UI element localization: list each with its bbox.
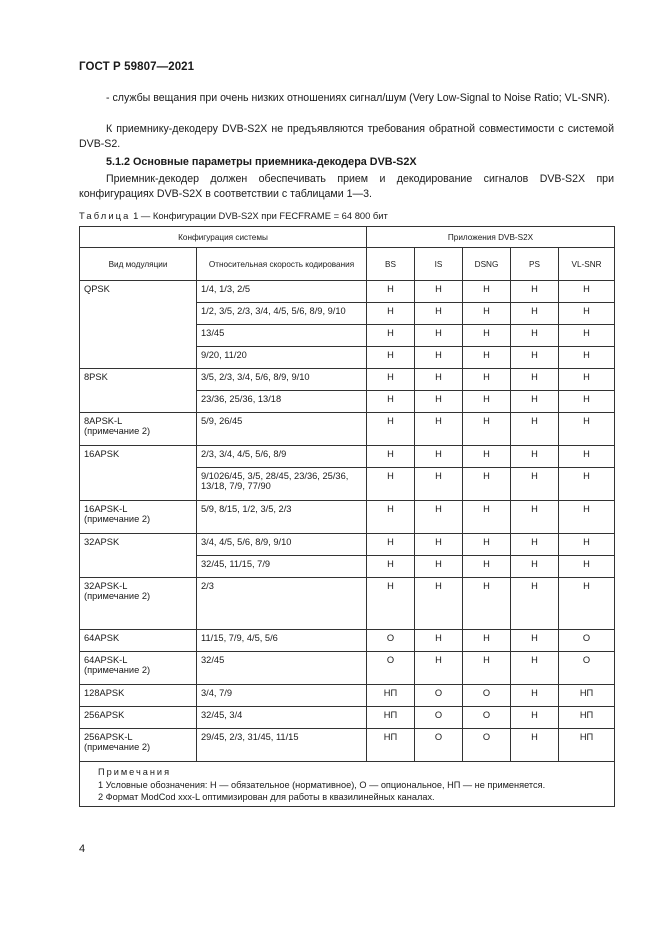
value-cell-is: Н <box>415 369 463 391</box>
column-header-modulation: Вид модуляции <box>80 248 197 281</box>
rate-cell: 13/45 <box>197 325 367 347</box>
value-cell-is: Н <box>415 446 463 468</box>
group-header-config: Конфигурация системы <box>80 227 367 248</box>
value-cell-is: О <box>415 729 463 762</box>
rate-cell: 9/20, 11/20 <box>197 347 367 369</box>
value-cell-dsng: Н <box>463 391 511 413</box>
value-cell-ps: Н <box>511 325 559 347</box>
modulation-name: 256APSK-L <box>84 732 133 742</box>
value-cell-dsng: Н <box>463 534 511 556</box>
value-cell-vl-snr: Н <box>559 347 615 369</box>
modulation-cell <box>80 685 197 707</box>
table-row <box>80 501 615 534</box>
value-cell-is: О <box>415 685 463 707</box>
modulation-cell <box>80 534 197 578</box>
modulation-name: 64APSK <box>84 633 120 643</box>
modulation-cell <box>80 501 197 534</box>
modulation-note: (примечание 2) <box>84 665 151 675</box>
modulation-note: (примечание 2) <box>84 426 151 436</box>
value-cell-ps: Н <box>511 347 559 369</box>
section-heading: 5.1.2 Основные параметры приемника-декодера DVB-S2X <box>106 156 417 168</box>
rate-cell: 32/45, 3/4 <box>197 707 367 729</box>
modulation-note: (примечание 2) <box>84 514 151 524</box>
rate-cell: 3/5, 2/3, 3/4, 5/6, 8/9, 9/10 <box>197 369 367 391</box>
column-header-rate: Относительная скорость кодирования <box>197 248 367 281</box>
value-cell-dsng: Н <box>463 303 511 325</box>
rate-cell: 5/9, 8/15, 1/2, 3/5, 2/3 <box>197 501 367 534</box>
value-cell-dsng: Н <box>463 578 511 630</box>
value-cell-vl-snr: Н <box>559 534 615 556</box>
value-cell-bs: Н <box>367 534 415 556</box>
modulation-cell <box>80 729 197 762</box>
value-cell-dsng: Н <box>463 501 511 534</box>
rate-cell: 23/36, 25/36, 13/18 <box>197 391 367 413</box>
table-row <box>80 685 615 707</box>
value-cell-ps: Н <box>511 468 559 501</box>
rate-cell: 32/45 <box>197 652 367 685</box>
modulation-note: (примечание 2) <box>84 591 151 601</box>
value-cell-bs: Н <box>367 413 415 446</box>
value-cell-bs: НП <box>367 685 415 707</box>
value-cell-bs: НП <box>367 707 415 729</box>
value-cell-vl-snr: Н <box>559 501 615 534</box>
value-cell-is: Н <box>415 281 463 303</box>
value-cell-dsng: Н <box>463 652 511 685</box>
value-cell-ps: Н <box>511 446 559 468</box>
rate-cell: 1/4, 1/3, 2/5 <box>197 281 367 303</box>
column-header-dsng: DSNG <box>463 248 511 281</box>
modulation-name: 16APSK-L <box>84 504 128 514</box>
value-cell-ps: Н <box>511 501 559 534</box>
table-row <box>80 578 615 630</box>
value-cell-is: Н <box>415 413 463 446</box>
value-cell-is: Н <box>415 303 463 325</box>
value-cell-vl-snr: Н <box>559 556 615 578</box>
modulation-cell <box>80 446 197 501</box>
value-cell-vl-snr: О <box>559 630 615 652</box>
value-cell-ps: Н <box>511 391 559 413</box>
value-cell-is: Н <box>415 347 463 369</box>
rate-cell: 2/3 <box>197 578 367 630</box>
value-cell-dsng: Н <box>463 325 511 347</box>
table-caption-rest: 1 — Конфигурации DVB-S2X при FECFRAME = 64 800 бит <box>133 210 388 221</box>
table-row <box>80 281 615 303</box>
rate-cell: 3/4, 4/5, 5/6, 8/9, 9/10 <box>197 534 367 556</box>
rate-cell: 11/15, 7/9, 4/5, 5/6 <box>197 630 367 652</box>
value-cell-dsng: Н <box>463 556 511 578</box>
value-cell-ps: Н <box>511 556 559 578</box>
modulation-name: 64APSK-L <box>84 655 128 665</box>
modulation-name: 8PSK <box>84 372 108 382</box>
value-cell-vl-snr: Н <box>559 369 615 391</box>
value-cell-vl-snr: Н <box>559 281 615 303</box>
value-cell-ps: Н <box>511 630 559 652</box>
modulation-cell <box>80 652 197 685</box>
value-cell-bs: Н <box>367 556 415 578</box>
value-cell-is: Н <box>415 556 463 578</box>
value-cell-bs: Н <box>367 369 415 391</box>
rate-cell: 1/2, 3/5, 2/3, 3/4, 4/5, 5/6, 8/9, 9/10 <box>197 303 367 325</box>
value-cell-is: Н <box>415 578 463 630</box>
modulation-note: (примечание 2) <box>84 742 151 752</box>
value-cell-vl-snr: О <box>559 652 615 685</box>
value-cell-ps: Н <box>511 303 559 325</box>
page-number: 4 <box>79 843 86 855</box>
value-cell-bs: Н <box>367 325 415 347</box>
value-cell-ps: Н <box>511 534 559 556</box>
value-cell-dsng: Н <box>463 369 511 391</box>
table-row <box>80 534 615 556</box>
column-header-vl-snr: VL-SNR <box>559 248 615 281</box>
value-cell-bs: Н <box>367 446 415 468</box>
table-notes <box>80 762 615 807</box>
value-cell-vl-snr: Н <box>559 468 615 501</box>
value-cell-vl-snr: Н <box>559 446 615 468</box>
value-cell-bs: Н <box>367 501 415 534</box>
section-text: Приемник-декодер должен обеспечивать прием и декодирование сигналов DVB-S2X при конфигурациях DVB-S2X в соответствии с таблицами 1—3. <box>79 173 614 201</box>
modulation-name: 32APSK <box>84 537 120 547</box>
value-cell-is: О <box>415 707 463 729</box>
value-cell-ps: Н <box>511 413 559 446</box>
value-cell-dsng: Н <box>463 413 511 446</box>
table-row <box>80 652 615 685</box>
group-header-apps: Приложения DVB-S2X <box>367 227 615 248</box>
value-cell-vl-snr: НП <box>559 685 615 707</box>
table-row <box>80 369 615 391</box>
rate-cell: 3/4, 7/9 <box>197 685 367 707</box>
value-cell-vl-snr: Н <box>559 325 615 347</box>
modulation-name: 256APSK <box>84 710 125 720</box>
value-cell-bs: НП <box>367 729 415 762</box>
rate-cell: 2/3, 3/4, 4/5, 5/6, 8/9 <box>197 446 367 468</box>
value-cell-is: Н <box>415 652 463 685</box>
value-cell-dsng: Н <box>463 347 511 369</box>
table-row <box>80 413 615 446</box>
value-cell-is: Н <box>415 391 463 413</box>
value-cell-ps: Н <box>511 707 559 729</box>
modulation-name: 32APSK-L <box>84 581 128 591</box>
rate-cell: 29/45, 2/3, 31/45, 11/15 <box>197 729 367 762</box>
value-cell-dsng: Н <box>463 630 511 652</box>
modulation-name: 16APSK <box>84 449 120 459</box>
config-table <box>79 226 615 807</box>
table-row <box>80 729 615 762</box>
value-cell-vl-snr: Н <box>559 303 615 325</box>
value-cell-ps: Н <box>511 729 559 762</box>
value-cell-bs: Н <box>367 391 415 413</box>
value-cell-ps: Н <box>511 578 559 630</box>
value-cell-dsng: Н <box>463 446 511 468</box>
column-header-is: IS <box>415 248 463 281</box>
value-cell-is: Н <box>415 501 463 534</box>
value-cell-bs: Н <box>367 281 415 303</box>
note-2: 2 Формат ModCod xxx-L оптимизирован для работы в квазилинейных каналах. <box>98 792 435 803</box>
intro-compat: К приемнику-декодеру DVB-S2X не предъявляются требования обратной совместимости с системой DVB-S2. <box>79 123 614 151</box>
value-cell-bs: Н <box>367 347 415 369</box>
modulation-name: 8APSK-L <box>84 416 123 426</box>
table-caption <box>79 210 388 221</box>
value-cell-bs: О <box>367 630 415 652</box>
value-cell-vl-snr: Н <box>559 391 615 413</box>
column-header-ps: PS <box>511 248 559 281</box>
modulation-name: 128APSK <box>84 688 125 698</box>
value-cell-bs: О <box>367 652 415 685</box>
value-cell-bs: Н <box>367 303 415 325</box>
value-cell-dsng: О <box>463 729 511 762</box>
value-cell-ps: Н <box>511 281 559 303</box>
rate-cell: 9/1026/45, 3/5, 28/45, 23/36, 25/36, 13/18, 7/9, 77/90 <box>197 468 367 501</box>
value-cell-vl-snr: Н <box>559 413 615 446</box>
intro-bullet: - службы вещания при очень низких отношениях сигнал/шум (Very Low-Signal to Noise Ratio; VL-SNR). <box>106 92 610 104</box>
value-cell-bs: Н <box>367 578 415 630</box>
table-caption-word: Таблица <box>79 210 131 221</box>
rate-cell: 32/45, 11/15, 7/9 <box>197 556 367 578</box>
note-1: 1 Условные обозначения: Н — обязательное (нормативное), О — опциональное, НП — не применяется. <box>98 779 546 790</box>
rate-cell: 5/9, 26/45 <box>197 413 367 446</box>
modulation-cell <box>80 413 197 446</box>
value-cell-ps: Н <box>511 685 559 707</box>
value-cell-ps: Н <box>511 652 559 685</box>
table-row <box>80 707 615 729</box>
modulation-cell <box>80 281 197 369</box>
modulation-cell <box>80 578 197 630</box>
value-cell-is: Н <box>415 468 463 501</box>
table-body <box>80 281 615 762</box>
modulation-cell <box>80 369 197 413</box>
column-header-bs: BS <box>367 248 415 281</box>
value-cell-is: Н <box>415 534 463 556</box>
table-row <box>80 630 615 652</box>
document-header: ГОСТ Р 59807—2021 <box>79 61 195 73</box>
value-cell-is: Н <box>415 325 463 347</box>
modulation-cell <box>80 630 197 652</box>
value-cell-bs: Н <box>367 468 415 501</box>
modulation-cell <box>80 707 197 729</box>
value-cell-vl-snr: Н <box>559 578 615 630</box>
value-cell-dsng: О <box>463 685 511 707</box>
value-cell-vl-snr: НП <box>559 707 615 729</box>
notes-title: Примечания <box>98 767 172 777</box>
modulation-name: QPSK <box>84 284 110 294</box>
table-row <box>80 446 615 468</box>
value-cell-dsng: О <box>463 707 511 729</box>
value-cell-dsng: Н <box>463 468 511 501</box>
value-cell-vl-snr: НП <box>559 729 615 762</box>
value-cell-is: Н <box>415 630 463 652</box>
value-cell-dsng: Н <box>463 281 511 303</box>
value-cell-ps: Н <box>511 369 559 391</box>
